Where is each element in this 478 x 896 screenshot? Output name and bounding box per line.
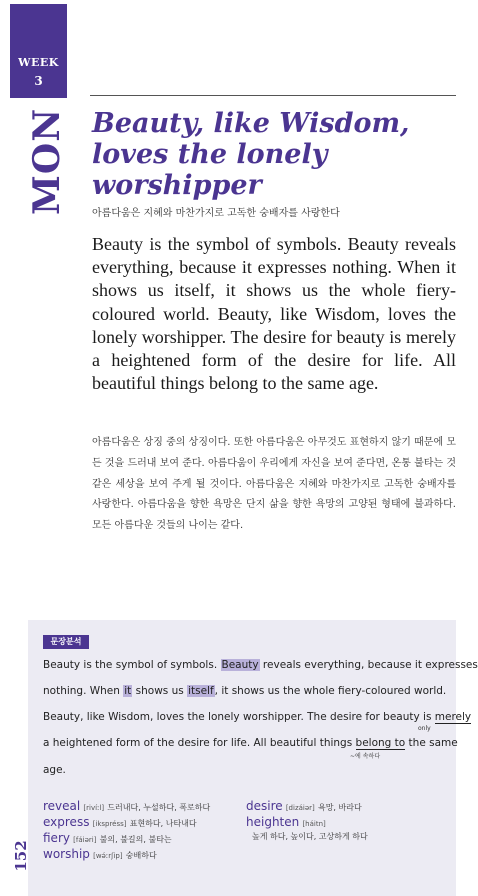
gloss-note: ~에 속하다 (350, 753, 381, 760)
title-divider (90, 95, 456, 96)
underlined-word: belong to (355, 737, 406, 749)
page-number: 152 (12, 840, 30, 872)
page-title: Beauty, like Wisdom, loves the lonely worshipper (92, 108, 410, 201)
vocab-item: express [ikspréss] 표현하다, 나타내다 (43, 815, 197, 829)
quote-text: Beauty is the symbol of symbols. Beauty reveals everything, because it expresses nothing. When it shows us itself, it shows us the whole fiery-coloured world. Beauty, like Wisdom, loves the lonely worshipper. The desire for beauty is merely a heightened form of the desire for life. All beautiful things belong to the same age. (92, 234, 456, 394)
analysis-line-1: Beauty is the symbol of symbols. Beauty reveals everything, because it expresses (43, 659, 478, 671)
highlight-word: Beauty (221, 659, 259, 671)
vocab-item: reveal [rivíːl] 드러내다, 누설하다, 폭로하다 (43, 799, 211, 813)
vocab-item: worship [wə́ːrʃip] 숭배하다 (43, 847, 157, 861)
analysis-line-4: a heightened form of the desire for life. All beautiful things belong to the same (43, 737, 458, 749)
vocab-item: desire [dizáiər] 욕망, 바라다 (246, 799, 362, 813)
vocab-item: heighten [háitn] (246, 815, 326, 829)
week-label: WEEK (18, 56, 59, 69)
highlight-word: itself (188, 685, 214, 697)
day-label: MON (26, 107, 68, 215)
highlight-word: it (124, 685, 132, 697)
underlined-word: merely (434, 711, 472, 723)
vocab-item: fiery [fáiəri] 불의, 불길의, 불타는 (43, 831, 172, 845)
page-subtitle: 아름다움은 지혜와 마찬가지로 고독한 숭배자를 사랑한다 (92, 208, 340, 219)
analysis-line-2: nothing. When it shows us itself, it shows us the whole fiery-coloured world. (43, 685, 447, 697)
vocab-item-meaning: 높게 하다, 높이다, 고상하게 하다 (252, 832, 368, 841)
gloss-note: only (418, 725, 431, 732)
analysis-line-5: age. (43, 764, 66, 776)
week-number: 3 (34, 74, 43, 88)
translation-text: 아름다움은 상징 중의 상징이다. 또한 아름다움은 아무것도 표현하지 않기 때문에 모든 것을 드러내 보여 준다. 아름다움이 우리에게 자신을 보여 준다면, 온통 불타는 것 같은 세상을 보여 주게 될 것이다. 아름다움은 지혜와 마찬가지로 고독한 숭배자를 사랑한다. 아름다움을 향한 욕망은 단지 삶을 향한 욕망의 고양된 형태에 불과하다. 모든 아름다운 것들의 나이는 같다. (92, 437, 456, 532)
analysis-tag: 문장분석 (43, 635, 89, 649)
analysis-line-3: Beauty, like Wisdom, loves the lonely worshipper. The desire for beauty is merely (43, 711, 472, 723)
week-badge (10, 4, 67, 98)
